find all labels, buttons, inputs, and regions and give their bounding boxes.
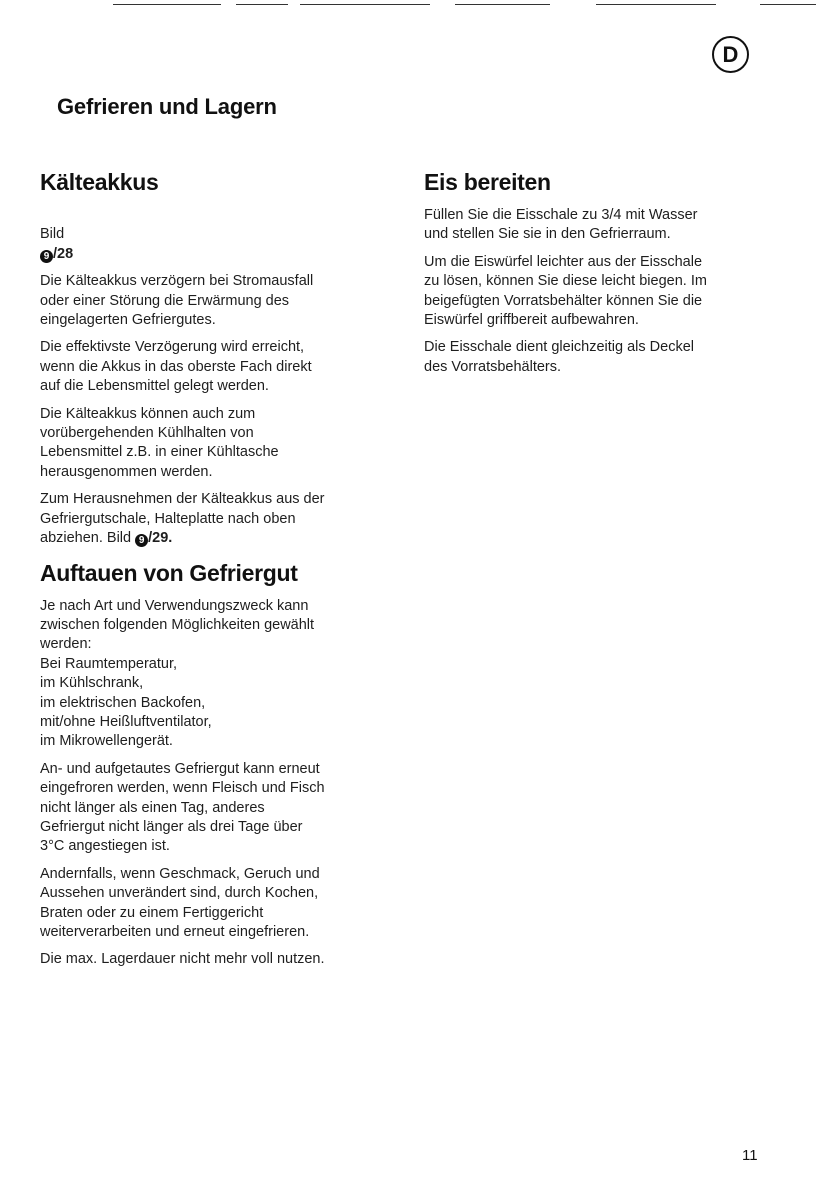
kaelteakkus-paragraph-4 <box>40 490 385 548</box>
kaelteakkus-heading: Kälteakkus <box>40 169 159 195</box>
top-rule <box>760 4 816 5</box>
eis-bereiten-paragraph-3: Die Eisschale dient gleichzeitig als Deckel des Vorratsbehälters. <box>424 339 694 375</box>
top-rule <box>596 4 716 5</box>
right-column <box>424 168 769 385</box>
figure-ref-suffix: /29. <box>148 530 173 547</box>
page-number: 11 <box>742 1147 758 1164</box>
top-rule <box>236 4 288 5</box>
section-title: Gefrieren und Lagern <box>57 94 277 119</box>
country-code: D <box>722 41 739 67</box>
country-code-badge <box>712 36 749 73</box>
eis-bereiten-paragraph-2: Um die Eiswürfel leichter aus der Eisschale zu lösen, können Sie diese leicht biegen. Im beigefügten Vorratsbehälter können Sie die Eiswürfel griffbereit aufbewahren. <box>424 253 707 329</box>
kaelteakkus-paragraph-3: Die Kälteakkus können auch zum vorübergehenden Kühlhalten von Lebensmittel z.B. in einer Kühltasche herausgenommen werden. <box>40 405 279 480</box>
eis-bereiten-paragraph-1: Füllen Sie die Eisschale zu 3/4 mit Wasser und stellen Sie sie in den Gefrierraum. <box>424 207 698 243</box>
figure-ref-suffix: /28 <box>53 245 74 262</box>
figure-number-badge: 9 <box>40 250 53 263</box>
auftauen-paragraph-2: An- und aufgetautes Gefriergut kann erneut eingefroren werden, wenn Fleisch und Fisch nicht länger als einen Tag, anderes Gefriergut nicht länger als drei Tage über 3°C angestiegen ist. <box>40 760 325 855</box>
top-rule <box>113 4 221 5</box>
top-rule <box>300 4 430 5</box>
auftauen-heading: Auftauen von Gefriergut <box>40 559 298 586</box>
kaelteakkus-paragraph-4-text: Zum Herausnehmen der Kälteakkus aus der Gefriergutschale, Halteplatte nach oben abziehen. Bild <box>40 491 325 547</box>
kaelteakkus-paragraph-1: Die Kälteakkus verzögern bei Stromausfall oder einer Störung die Erwärmung des eingelagerten Gefriergutes. <box>40 273 314 329</box>
left-column <box>40 168 385 978</box>
kaelteakkus-paragraph-2: Die effektivste Verzögerung wird erreicht, wenn die Akkus in das oberste Fach direkt auf die Lebensmittel gelegt werden. <box>40 339 312 395</box>
auftauen-paragraph-1: Je nach Art und Verwendungszweck kann zwischen folgenden Möglichkeiten gewählt werden: Bei Raumtemperatur, im Kühlschrank, im elektrischen Backofen, mit/ohne Heißluftventilator, im Mikrowellengerät. <box>40 597 315 750</box>
top-rule <box>455 4 550 5</box>
kaelteakkus-figure-ref <box>40 206 385 264</box>
auftauen-paragraph-4: Die max. Lagerdauer nicht mehr voll nutzen. <box>40 951 325 968</box>
auftauen-paragraph-3: Andernfalls, wenn Geschmack, Geruch und Aussehen unverändert sind, durch Kochen, Braten oder zu einem Fertiggericht weiterverarbeiten und erneut eingefrieren. <box>40 865 320 940</box>
figure-ref-prefix: Bild <box>40 226 65 243</box>
figure-number-badge: 9 <box>135 534 148 547</box>
eis-bereiten-heading: Eis bereiten <box>424 169 551 195</box>
